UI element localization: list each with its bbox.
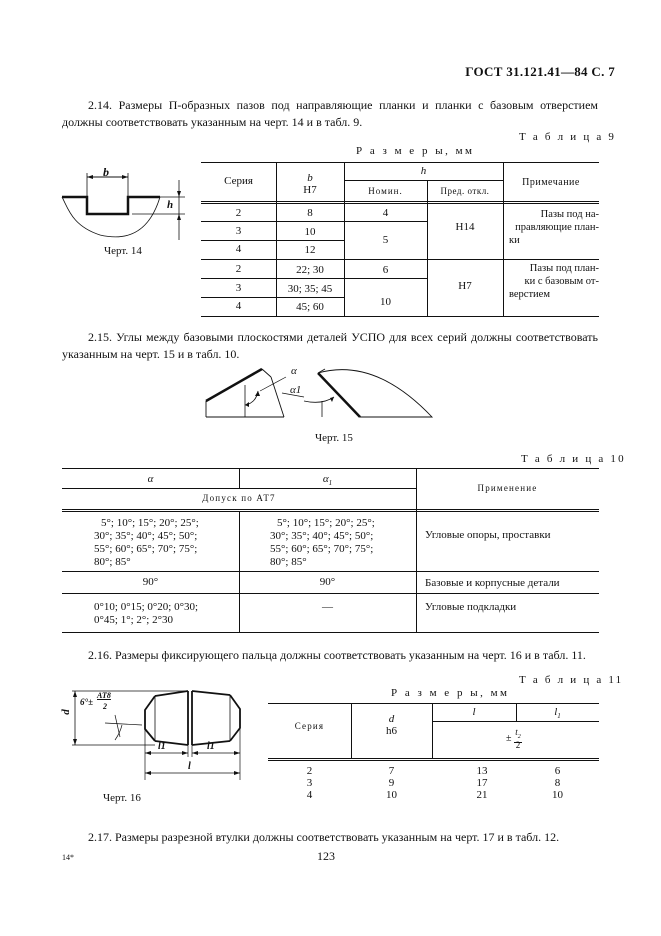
paragraph-2-16: 2.16. Размеры фиксирующего пальца должны соответствовать указанным на черт. 16 и в табл. 11. bbox=[88, 648, 586, 662]
table-9-units: Р а з м е р ы, мм bbox=[356, 145, 475, 157]
table-11-series: 2 bbox=[306, 765, 313, 777]
figure-16-label-at8: АТ8 bbox=[97, 691, 111, 700]
table-9-row-b: 12 bbox=[304, 244, 316, 256]
table-9-h-nominal: 5 bbox=[382, 234, 389, 246]
figure-14-label-b: b bbox=[103, 165, 109, 179]
table-9-row-series: 3 bbox=[235, 282, 242, 294]
table-11-header-d-tolerance: h6 bbox=[386, 725, 397, 737]
table-10-r2-use: Базовые и корпусные детали bbox=[425, 577, 560, 589]
table-9-h-nominal: 10 bbox=[380, 296, 391, 308]
table-11-l: 21 bbox=[476, 789, 488, 801]
table-9-row-b: 30; 35; 45 bbox=[287, 283, 333, 295]
table-11-d: 10 bbox=[386, 789, 397, 801]
table-11-d: 9 bbox=[388, 777, 395, 789]
figure-16-label-angle: 6°± bbox=[80, 697, 94, 707]
figure-15-label-alpha: α bbox=[291, 365, 297, 377]
table-10-r3-alpha: 0°10; 0°15; 0°20; 0°30; 0°45; 1°; 2°; 2°30 bbox=[94, 601, 199, 626]
figure-14-caption: Черт. 14 bbox=[104, 245, 142, 257]
table-9-row-b: 45; 60 bbox=[296, 301, 324, 313]
table-10-r3-use: Угловые подкладки bbox=[425, 601, 517, 613]
table-10-r1-alpha: 5°; 10°; 15°; 20°; 25°; 30°; 35°; 40°; 45°; 50°; 55°; 60°; 65°; 70°; 75°; 80°; 85° bbox=[94, 517, 199, 568]
table-9-h-deviation: Н14 bbox=[455, 221, 475, 233]
table-10-header-alpha: α bbox=[147, 473, 154, 485]
figure-15-drawing bbox=[200, 355, 440, 425]
table-9-row-series: 2 bbox=[235, 263, 242, 275]
table-9-header-h: h bbox=[420, 165, 427, 177]
table-11-header-l: l bbox=[472, 706, 476, 718]
table-11-series: 3 bbox=[306, 777, 313, 789]
table-9-h-deviation: Н7 bbox=[458, 280, 472, 292]
table-11-l1: 8 bbox=[554, 777, 561, 789]
table-9-row-series: 4 bbox=[235, 300, 242, 312]
table-11-caption: Т а б л и ц а 11 bbox=[519, 674, 624, 686]
figure-16-label-two: 2 bbox=[103, 702, 107, 711]
figure-16-label-l1-left: l1 bbox=[158, 741, 166, 752]
figure-16-label-d: d bbox=[59, 709, 72, 715]
table-9-row-b: 8 bbox=[307, 207, 313, 219]
figure-16-label-l1-right: l1 bbox=[207, 741, 215, 752]
table-10-r1-alpha1: 5°; 10°; 15°; 20°; 25°; 30°; 35°; 40°; 45°; 50°; 55°; 60°; 65°; 70°; 75°; 80°; 85° bbox=[270, 517, 375, 568]
table-9-row-b: 22; 30 bbox=[296, 264, 324, 276]
paragraph-2-15: 2.15. Углы между базовыми плоскостями деталей УСПО для всех серий должны соответствовать указанным на черт. 15 и в табл. 10. bbox=[62, 330, 598, 361]
table-9-row-series: 2 bbox=[235, 207, 242, 219]
table-10-header-use: Применение bbox=[477, 483, 538, 493]
paragraph-2-17: 2.17. Размеры разрезной втулки должны соответствовать указанным на черт. 17 и в табл. 12. bbox=[88, 830, 560, 844]
table-10-r2-alpha: 90° bbox=[142, 576, 159, 588]
table-11-d: 7 bbox=[388, 765, 395, 777]
table-10-r3-alpha1: — bbox=[322, 601, 333, 613]
table-10-r1-use: Угловые опоры, проставки bbox=[425, 529, 551, 541]
figure-14-label-h: h bbox=[167, 199, 174, 211]
table-11-l1: 10 bbox=[552, 789, 563, 801]
paragraph-2-14: 2.14. Размеры П-образных пазов под направляющие планки и планки с базовым отверстием должны соответствовать указанным на черт. 14 и в табл. 9. bbox=[62, 98, 598, 129]
table-11-tolerance-pm: ± bbox=[506, 733, 512, 744]
table-10-header-alpha1: $\alpha_1$ bbox=[322, 473, 333, 488]
table-9-row-b: 10 bbox=[304, 226, 316, 238]
footer-signature: 14* bbox=[62, 853, 74, 862]
table-11-l: 13 bbox=[476, 765, 488, 777]
table-9-h-nominal: 6 bbox=[382, 264, 389, 276]
table-11-tolerance-denominator: 2 bbox=[515, 740, 521, 750]
table-11-series: 4 bbox=[306, 789, 313, 801]
table-9-header-h-nominal: Номин. bbox=[368, 186, 403, 196]
table-11-l: 17 bbox=[476, 777, 488, 789]
figure-15-label-alpha1: α1 bbox=[290, 384, 302, 396]
table-9-caption: Т а б л и ц а 9 bbox=[519, 131, 617, 143]
table-11-header-series: Серия bbox=[294, 721, 325, 731]
table-11-l1: 6 bbox=[554, 765, 561, 777]
page-number: 123 bbox=[317, 849, 335, 863]
table-9-header-b-tolerance: Н7 bbox=[303, 184, 317, 196]
table-10-caption: Т а б л и ц а 10 bbox=[521, 453, 626, 465]
figure-16-caption: Черт. 16 bbox=[103, 792, 141, 804]
figure-16-label-l: l bbox=[188, 761, 191, 772]
table-9-row-series: 4 bbox=[235, 243, 242, 255]
table-9-h-nominal: 4 bbox=[382, 207, 389, 219]
table-9-header-b: b bbox=[307, 172, 313, 184]
table-11-tolerance-numerator: $t_2$ bbox=[514, 727, 522, 743]
table-9-header-h-deviation: Пред. откл. bbox=[440, 186, 490, 196]
table-9-note-2: Пазы под план- ки с базовым от- верстием bbox=[509, 263, 599, 300]
table-10-header-tolerance: Допуск по АТ7 bbox=[202, 493, 276, 503]
table-9-header-note: Примечание bbox=[522, 177, 580, 188]
table-10-r2-alpha1: 90° bbox=[319, 576, 336, 588]
table-11-header-d: d bbox=[388, 713, 395, 725]
table-9-header-series: Серия bbox=[224, 175, 253, 187]
table-9-row-series: 3 bbox=[235, 225, 242, 237]
document-header: ГОСТ 31.121.41—84 С. 7 bbox=[465, 64, 615, 79]
table-11-units: Р а з м е р ы, мм bbox=[391, 687, 510, 699]
table-11-header-l1: $l_1$ bbox=[554, 706, 561, 721]
table-9-note-1: Пазы под на- правляющие план- ки bbox=[509, 209, 599, 246]
figure-15-caption: Черт. 15 bbox=[315, 432, 353, 444]
